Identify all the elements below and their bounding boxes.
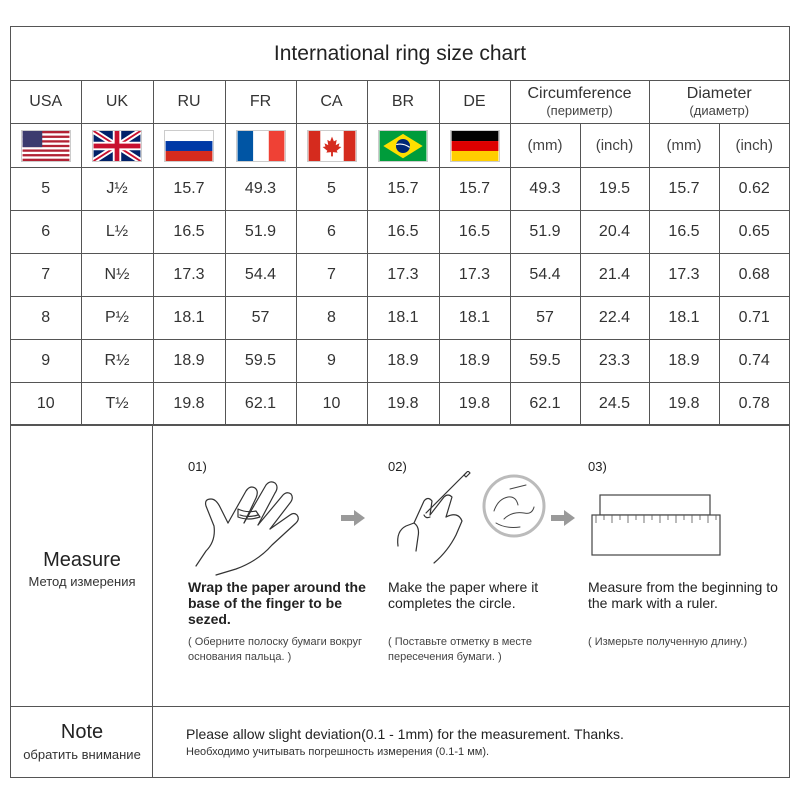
flag-cell-ca — [296, 124, 367, 168]
note-label: Note — [60, 721, 104, 743]
arrow-right-icon — [551, 510, 575, 526]
header-ru: RU — [153, 80, 225, 124]
canada-flag-icon — [307, 130, 357, 162]
step-2-number: 02) — [388, 459, 407, 474]
table-row — [11, 297, 789, 340]
hand-wrap-icon — [186, 471, 366, 581]
measure-side — [11, 425, 153, 706]
cell-ru: 16.5 — [153, 211, 225, 254]
cell-ca: 9 — [296, 340, 367, 383]
cell-de: 15.7 — [439, 168, 510, 211]
cell-br: 18.1 — [367, 297, 439, 340]
cell-uk: N½ — [81, 254, 153, 297]
cell-de: 18.1 — [439, 297, 510, 340]
cell-dia-mm: 18.1 — [649, 297, 719, 340]
germany-flag-icon — [450, 130, 500, 162]
size-table — [11, 80, 789, 426]
cell-dia-inch: 0.65 — [719, 211, 789, 254]
cell-fr: 62.1 — [225, 383, 296, 426]
circumference-label: Circumference — [527, 84, 632, 102]
cell-fr: 57 — [225, 297, 296, 340]
table-row — [11, 168, 789, 211]
table-row — [11, 254, 789, 297]
step-1-text-ru: ( Оберните полоску бумаги вокруг основания пальца. ) — [188, 636, 362, 663]
cell-circ-mm: 49.3 — [510, 168, 580, 211]
cell-circ-mm: 54.4 — [510, 254, 580, 297]
step-1-text: Wrap the paper around the base of the finger to be sezed. — [188, 579, 366, 627]
cell-dia-mm: 18.9 — [649, 340, 719, 383]
cell-uk: L½ — [81, 211, 153, 254]
cell-dia-inch: 0.74 — [719, 340, 789, 383]
step-2-text: Make the paper where it completes the circle. — [388, 579, 539, 611]
cell-ca: 5 — [296, 168, 367, 211]
header-uk: UK — [81, 80, 153, 124]
cell-de: 16.5 — [439, 211, 510, 254]
cell-circ-inch: 19.5 — [580, 168, 649, 211]
cell-ru: 17.3 — [153, 254, 225, 297]
cell-dia-inch: 0.78 — [719, 383, 789, 426]
measure-sub: Метод измерения — [28, 574, 136, 589]
step-1-number: 01) — [188, 459, 207, 474]
cell-br: 19.8 — [367, 383, 439, 426]
diameter-label: Diameter — [686, 84, 752, 102]
cell-ca: 7 — [296, 254, 367, 297]
unit-circ-inch: (inch) — [580, 124, 649, 168]
cell-circ-inch: 24.5 — [580, 383, 649, 426]
flag-cell-usa — [11, 124, 81, 168]
header-usa: USA — [11, 80, 81, 124]
header-de: DE — [439, 80, 510, 124]
cell-usa: 7 — [11, 254, 81, 297]
step-3-number: 03) — [588, 459, 607, 474]
cell-dia-inch: 0.71 — [719, 297, 789, 340]
header-diameter — [649, 80, 789, 124]
cell-ru: 18.9 — [153, 340, 225, 383]
cell-ca: 8 — [296, 297, 367, 340]
measure-section — [11, 424, 789, 707]
header-row — [11, 80, 789, 124]
ruler-icon — [586, 471, 766, 581]
step-3-text: Measure from the beginning to the mark with a ruler. — [588, 579, 778, 611]
note-section — [11, 707, 789, 777]
cell-circ-inch: 21.4 — [580, 254, 649, 297]
table-row — [11, 383, 789, 426]
cell-dia-mm: 16.5 — [649, 211, 719, 254]
brazil-flag-icon — [378, 130, 428, 162]
cell-circ-mm: 57 — [510, 297, 580, 340]
cell-br: 16.5 — [367, 211, 439, 254]
cell-de: 19.8 — [439, 383, 510, 426]
flag-cell-de — [439, 124, 510, 168]
circumference-sub: (периметр) — [546, 102, 613, 118]
cell-usa: 6 — [11, 211, 81, 254]
note-text-ru: Необходимо учитывать погрешность измерения (0.1-1 мм). — [186, 746, 490, 758]
flag-cell-br — [367, 124, 439, 168]
cell-de: 17.3 — [439, 254, 510, 297]
cell-br: 17.3 — [367, 254, 439, 297]
cell-dia-mm: 19.8 — [649, 383, 719, 426]
header-circumference — [510, 80, 649, 124]
chart-title: International ring size chart — [11, 27, 789, 81]
arrow-right-icon — [341, 510, 365, 526]
cell-br: 15.7 — [367, 168, 439, 211]
ring-size-chart — [10, 26, 790, 778]
uk-flag-icon — [92, 130, 142, 162]
cell-fr: 54.4 — [225, 254, 296, 297]
cell-circ-mm: 62.1 — [510, 383, 580, 426]
cell-uk: R½ — [81, 340, 153, 383]
cell-uk: T½ — [81, 383, 153, 426]
france-flag-icon — [236, 130, 286, 162]
header-br: BR — [367, 80, 439, 124]
cell-usa: 10 — [11, 383, 81, 426]
cell-ca: 6 — [296, 211, 367, 254]
cell-usa: 5 — [11, 168, 81, 211]
cell-circ-mm: 59.5 — [510, 340, 580, 383]
us-flag-icon — [21, 130, 71, 162]
cell-circ-inch: 23.3 — [580, 340, 649, 383]
cell-br: 18.9 — [367, 340, 439, 383]
cell-circ-mm: 51.9 — [510, 211, 580, 254]
note-text: Please allow slight deviation(0.1 - 1mm) for the measurement. Thanks. — [186, 726, 624, 742]
table-row — [11, 340, 789, 383]
cell-dia-inch: 0.68 — [719, 254, 789, 297]
cell-usa: 9 — [11, 340, 81, 383]
step-3-text-ru: ( Измерьте полученную длину.) — [588, 636, 748, 648]
pen-mark-icon — [386, 471, 566, 581]
step-2-text-ru: ( Поставьте отметку в месте пересечения бумаги. ) — [388, 636, 532, 663]
cell-fr: 49.3 — [225, 168, 296, 211]
unit-dia-inch: (inch) — [719, 124, 789, 168]
diameter-sub: (диаметр) — [689, 102, 750, 118]
cell-fr: 51.9 — [225, 211, 296, 254]
cell-de: 18.9 — [439, 340, 510, 383]
flag-cell-uk — [81, 124, 153, 168]
cell-circ-inch: 22.4 — [580, 297, 649, 340]
measure-label: Measure — [43, 549, 121, 571]
unit-circ-mm: (mm) — [510, 124, 580, 168]
header-ca: CA — [296, 80, 367, 124]
flag-cell-fr — [225, 124, 296, 168]
cell-uk: J½ — [81, 168, 153, 211]
table-row — [11, 211, 789, 254]
cell-dia-mm: 17.3 — [649, 254, 719, 297]
russia-flag-icon — [164, 130, 214, 162]
cell-uk: P½ — [81, 297, 153, 340]
note-sub: обратить внимание — [23, 747, 141, 762]
flag-row — [11, 124, 789, 168]
cell-ru: 15.7 — [153, 168, 225, 211]
cell-usa: 8 — [11, 297, 81, 340]
cell-circ-inch: 20.4 — [580, 211, 649, 254]
note-side — [11, 707, 153, 777]
cell-fr: 59.5 — [225, 340, 296, 383]
header-fr: FR — [225, 80, 296, 124]
size-rows — [11, 168, 789, 426]
cell-ru: 19.8 — [153, 383, 225, 426]
unit-dia-mm: (mm) — [649, 124, 719, 168]
cell-ru: 18.1 — [153, 297, 225, 340]
cell-dia-mm: 15.7 — [649, 168, 719, 211]
flag-cell-ru — [153, 124, 225, 168]
cell-dia-inch: 0.62 — [719, 168, 789, 211]
cell-ca: 10 — [296, 383, 367, 426]
